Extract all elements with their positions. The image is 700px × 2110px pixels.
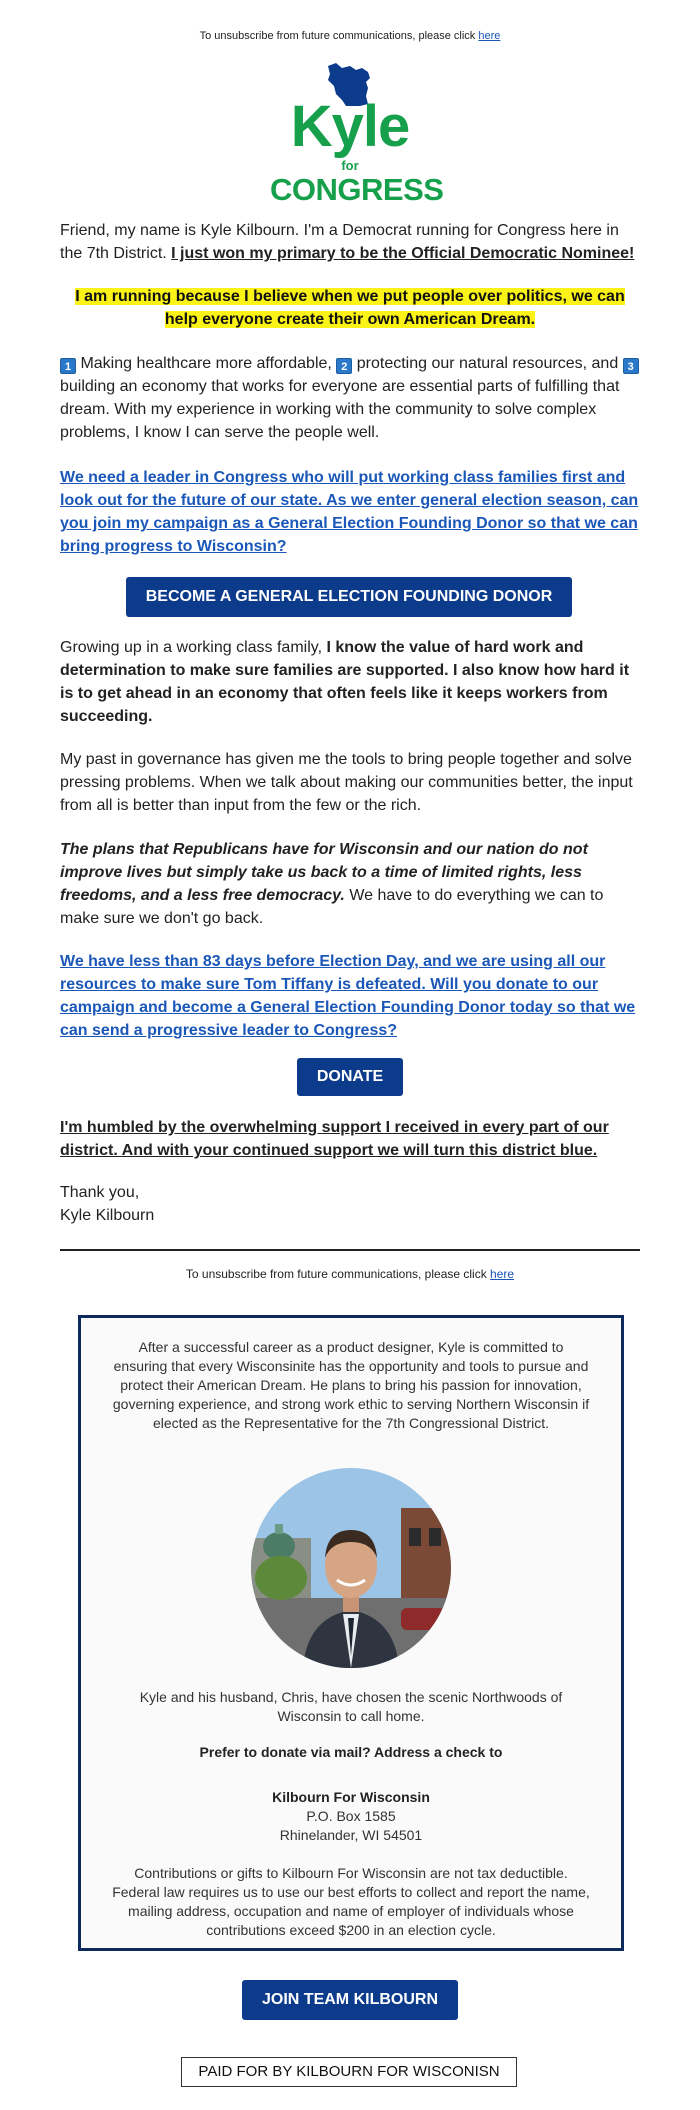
founding-donor-button[interactable]: BECOME A GENERAL ELECTION FOUNDING DONOR — [126, 577, 572, 617]
paid-for-notice: PAID FOR BY KILBOURN FOR WISCONISN — [181, 2057, 517, 2087]
intro-paragraph: Friend, my name is Kyle Kilbourn. I'm a Democrat running for Congress here in the 7th District. I just won my primary to be the Official Democratic Nominee! — [60, 222, 635, 262]
bottom-unsubscribe-notice: To unsubscribe from future communications, please click here — [185, 1267, 515, 1281]
top-unsubscribe-link[interactable]: here — [478, 30, 501, 42]
number-two-icon: 2 — [336, 358, 352, 374]
growing-up-paragraph: Growing up in a working class family, I know the value of hard work and determination to make sure families are supported. I also know how hard it is to get ahead in an economy that often feels like it keeps workers from succeeding. — [60, 639, 630, 725]
number-three-icon: 3 — [623, 358, 639, 374]
campaign-logo — [270, 60, 444, 210]
bio-home: Kyle and his husband, Chris, have chosen the scenic Northwoods of Wisconsin to call home. — [139, 1689, 563, 1724]
priorities-paragraph: 1 Making healthcare more affordable, 2 protecting our natural resources, and 3 building an economy that works for everyone are essential parts of fulfilling that dream. With my experience in working with the community to solve complex problems, I know I can serve the people well. — [60, 352, 640, 444]
mail-org: Kilbourn For Wisconsin — [272, 1789, 430, 1805]
signoff-name: Kyle Kilbourn — [60, 1207, 155, 1224]
bottom-unsubscribe-link[interactable]: here — [490, 1267, 515, 1281]
signoff-thanks: Thank you, — [60, 1184, 140, 1201]
nominee-statement: I just won my primary to be the Official Democratic Nominee! — [171, 245, 635, 262]
signoff — [60, 1181, 640, 1227]
governance-paragraph: My past in governance has given me the tools to bring people together and solve pressing problems. When we talk about making our communities better, the input from all is better than input from the few or the rich. — [60, 751, 633, 814]
join-team-button[interactable]: JOIN TEAM KILBOURN — [242, 1980, 458, 2020]
mail-po-box: P.O. Box 1585 — [306, 1808, 396, 1824]
humbled-statement: I'm humbled by the overwhelming support I received in every part of our district. And with your continued support we will turn this district blue. — [60, 1119, 609, 1159]
donate-button[interactable]: DONATE — [297, 1058, 403, 1096]
candidate-photo — [251, 1468, 451, 1668]
logo-name: Kyle — [290, 94, 410, 159]
bio-about: After a successful career as a product designer, Kyle is committed to ensuring that every Wisconsinite has the opportunity and tools to pursue and protect their American Dream. He plans to bring his passion for innovation, governing experience, and strong work ethic to serving Northern Wisconsin if elected as the Representative for the 7th Congressional District. — [112, 1339, 590, 1431]
republican-plans-paragraph: The plans that Republicans have for Wisconsin and our nation do not improve lives but simply take us back to a time of limited rights, less freedoms, and a less free democracy. We have to do everything we can to make sure we don't go back. — [60, 841, 604, 927]
founding-donor-link[interactable]: We need a leader in Congress who will put working class families first and look out for the future of our state. As we enter general election season, can you join my campaign as a General Election Founding Donor so that we can bring progress to Wisconsin? — [60, 469, 639, 555]
logo-for: for — [341, 158, 359, 173]
contribution-disclaimer: Contributions or gifts to Kilbourn For Wisconsin are not tax deductible. Federal law requires us to use our best efforts to collect and report the name, mailing address, occupation and name of employer of individuals whose contributions exceed $200 in an election cycle. — [112, 1865, 590, 1938]
bio-box — [78, 1315, 624, 1951]
highlight-statement: I am running because I believe when we put people over politics, we can help everyone create their own American Dream. — [75, 288, 625, 328]
number-one-icon: 1 — [60, 358, 76, 374]
mail-city: Rhinelander, WI 54501 — [279, 1827, 423, 1843]
candidate-portrait-icon — [251, 1468, 451, 1668]
mail-prompt: Prefer to donate via mail? Address a check to — [199, 1744, 503, 1760]
donate-appeal-link[interactable]: We have less than 83 days before Election Day, and we are using all our resources to make sure Tom Tiffany is defeated. Will you donate to our campaign and become a General Election Founding Donor today so that we can send a progressive leader to Congress? — [60, 953, 636, 1039]
logo-congress: CONGRESS — [270, 172, 444, 207]
divider — [60, 1249, 640, 1251]
top-unsubscribe-notice: To unsubscribe from future communications, please click here — [199, 30, 501, 42]
